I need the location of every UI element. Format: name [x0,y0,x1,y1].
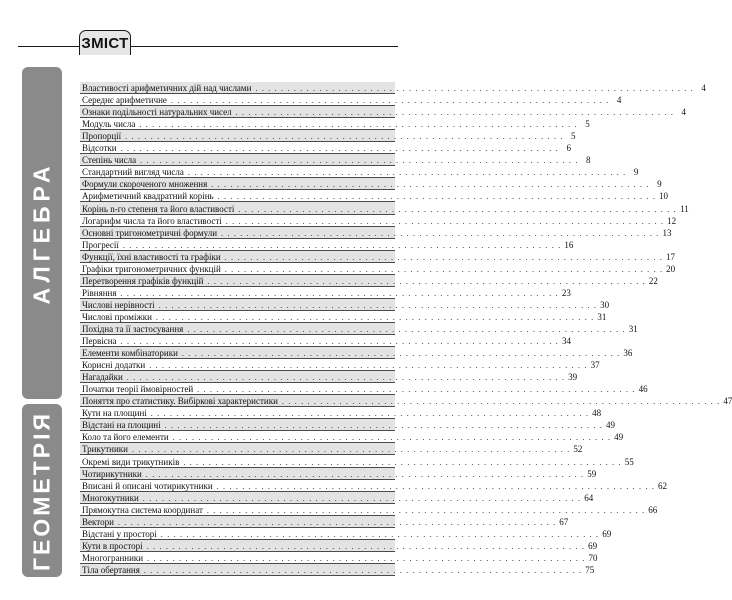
toc-entry-title: Тіла обертання [82,564,140,575]
toc-dot-leader: . . . . . . . . . . . . . . . . . . . . . . . . . . . . . . . . . . . . . . . . . . . . . . . . . . . . . . . . . . . . . . . . . . . . . [146,541,586,551]
toc-entry[interactable] [80,480,668,492]
toc-entry-page: 31 [628,323,638,334]
toc-entry-title: Арифметичний квадратний корінь [82,191,214,202]
toc-entry-page: 4 [681,107,687,118]
toc-entry-page: 49 [606,420,616,431]
toc-dot-leader: . . . . . . . . . . . . . . . . . . . . . . . . . . . . . . . . . . . . . . . . . . . . . . . . . . . . . . . . . . . . . . . . . . . . . [145,469,585,479]
toc-entry-title: Прогресії [82,239,119,250]
toc-entry-page: 75 [585,564,595,575]
toc-entry-title: Корисні додатки [82,360,146,371]
toc-entry-page: 5 [571,131,576,142]
toc-dot-leader: . . . . . . . . . . . . . . . . . . . . . . . . . . . . . . . . . . . . . . . . . . . . . . . . . . . . . . . . . . . . . . . . . . . . . [120,144,559,154]
toc-entry-page: 69 [588,540,598,551]
toc-entry[interactable] [80,443,583,455]
toc-entry-page: 52 [573,444,583,455]
geometry-section-bar [22,404,62,577]
toc-dot-leader: . . . . . . . . . . . . . . . . . . . . . . . . . . . . . . . . . . . . . . . . . . . . . . . . . . . . . . . . . . . . . . . . . . . . . [181,349,621,359]
toc-entry-page: 31 [597,311,607,322]
toc-entry-page: 13 [662,227,672,238]
toc-entry-page: 12 [667,215,677,226]
toc-dot-leader: . . . . . . . . . . . . . . . . . . . . . . . . . . . . . . . . . . . . . . . . . . . . . . . . . . . . . . . . . . . . . . . . . . . . . [155,312,595,322]
toc-entry-title: Відстані у просторі [82,528,157,539]
toc-entry-page: 17 [666,251,676,262]
contents-title: ЗМІСТ [81,34,129,52]
toc-entry-page: 8 [586,155,591,166]
toc-entry-page: 67 [559,516,569,527]
toc-entry-title: Кути на площині [82,408,147,419]
toc-dot-leader: . . . . . . . . . . . . . . . . . . . . . . . . . . . . . . . . . . . . . . . . . . . . . . . . . . . . . . . . . . . . . . . . . . . . . [158,300,598,310]
toc-dot-leader: . . . . . . . . . . . . . . . . . . . . . . . . . . . . . . . . . . . . . . . . . . . . . . . . . . . . . . . . . . . . . . . . . . . . . [172,433,612,443]
toc-entry-page: 70 [588,552,598,563]
toc-entry[interactable] [80,359,600,371]
toc-entry[interactable] [80,371,578,383]
toc-entry-page: 9 [633,167,639,178]
toc-dot-leader: . . . . . . . . . . . . . . . . . . . . . . . . . . . . . . . . . . . . . . . . . . . . . . . . . . . . . . . . . . . . . . . . . . . . . [197,385,636,395]
toc-entry-title: Функції, їхні властивості та графіки [82,251,221,262]
toc-entry-title: Логарифм числа та його властивості [82,215,222,226]
toc-entry-page: 55 [624,456,634,467]
toc-entry-title: Корінь n-го степеня та його властивості [82,203,235,214]
toc-entry-page: 22 [648,275,658,286]
toc-entry[interactable] [80,215,677,227]
toc-entry[interactable] [80,239,574,251]
toc-entry-page: 30 [600,299,610,310]
toc-entry-page: 37 [590,360,600,371]
toc-dot-leader: . . . . . . . . . . . . . . . . . . . . . . . . . . . . . . . . . . . . . . . . . . . . . . . . . . . . . . . . . . . . . . . . . . . . . [221,228,660,238]
toc-dot-leader: . . . . . . . . . . . . . . . . . . . . . . . . . . . . . . . . . . . . . . . . . . . . . . . . . . . . . . . . . . . . . . . . . . . . . [139,120,578,130]
toc-entry[interactable] [80,142,571,154]
toc-entry[interactable] [80,528,612,540]
toc-dot-leader: . . . . . . . . . . . . . . . . . . . . . . . . . . . . . . . . . . . . . . . . . . . . . . . . . . . . . . . . . . . . . . . . . . . . . [216,481,656,491]
toc-dot-leader: . . . . . . . . . . . . . . . . . . . . . . . . . . . . . . . . . . . . . . . . . . . . . . . . . . . . . . . . . . . . . . . . . . . . . [147,553,586,563]
toc-entry-title: Відстані на площині [82,420,161,431]
toc-entry-page: 64 [584,492,594,503]
toc-entry[interactable] [80,504,658,516]
toc-entry-title: Кути в просторі [82,540,143,551]
toc-entry-title: Початки теорії ймовірностей [82,384,194,395]
toc-entry-page: 36 [623,348,633,359]
toc-entry[interactable] [80,178,662,190]
toc-entry-page: 5 [585,119,590,130]
toc-entry-title: Степінь числа [82,155,137,166]
toc-entry[interactable] [80,275,658,287]
toc-entry-title: Похідна та її застосування [82,323,184,334]
toc-dot-leader: . . . . . . . . . . . . . . . . . . . . . . . . . . . . . . . . . . . . . . . . . . . . . . . . . . . . . . . . . . . . . . . . . . . . . [224,264,664,274]
toc-entry-title: Перетворення графіків функцій [82,275,204,286]
toc-entry-page: 9 [657,179,662,190]
toc-entry[interactable] [80,516,569,528]
toc-dot-leader: . . . . . . . . . . . . . . . . . . . . . . . . . . . . . . . . . . . . . . . . . . . . . . . . . . . . . . . . . . . . . . . . . . . . . [187,324,626,334]
toc-entry-title: Ознаки подільності натуральних чисел [82,107,232,118]
toc-entry-page: 66 [648,504,658,515]
toc-entry-page: 48 [592,408,602,419]
toc-dot-leader: . . . . . . . . . . . . . . . . . . . . . . . . . . . . . . . . . . . . . . . . . . . . . . . . . . . . . . . . . . . . . . . . . . . . . [207,276,646,286]
toc-entry-title: Пропорції [82,131,122,142]
toc-entry-page: 6 [566,143,571,154]
toc-entry-title: Многокутники [82,492,139,503]
toc-entry[interactable] [80,202,689,214]
toc-entry-title: Многогранники [82,552,144,563]
toc-entry[interactable] [80,347,633,359]
algebra-section-label: АЛГЕБРА [28,161,55,305]
toc-entry-page: 34 [561,336,571,347]
toc-entry-title: Властивості арифметичних дій над числами [82,83,252,94]
toc-entry[interactable] [80,311,607,323]
toc-entry[interactable] [80,106,687,118]
toc-entry-title: Чотирикутники [82,468,142,479]
toc-entry[interactable] [80,166,639,178]
toc-dot-leader: . . . . . . . . . . . . . . . . . . . . . . . . . . . . . . . . . . . . . . . . . . . . . . . . . . . . . . . . . . . . . . . . . . . . . [131,445,571,455]
toc-entry-title: Числові нерівності [82,299,155,310]
toc-dot-leader: . . . . . . . . . . . . . . . . . . . . . . . . . . . . . . . . . . . . . . . . . . . . . . . . . . . . . . . . . . . . . . . . . . . . . [238,204,677,214]
toc-dot-leader: . . . . . . . . . . . . . . . . . . . . . . . . . . . . . . . . . . . . . . . . . . . . . . . . . . . . . . . . . . . . . . . . . . . . . [142,493,582,503]
toc-dot-leader: . . . . . . . . . . . . . . . . . . . . . . . . . . . . . . . . . . . . . . . . . . . . . . . . . . . . . . . . . . . . . . . . . . . . . [117,517,557,527]
toc-entry[interactable] [80,335,571,347]
toc-entry[interactable] [80,154,591,166]
toc-entry[interactable] [80,251,676,263]
toc-dot-leader: . . . . . . . . . . . . . . . . . . . . . . . . . . . . . . . . . . . . . . . . . . . . . . . . . . . . . . . . . . . . . . . . . . . . . [120,288,559,298]
toc-dot-leader: . . . . . . . . . . . . . . . . . . . . . . . . . . . . . . . . . . . . . . . . . . . . . . . . . . . . . . . . . . . . . . . . . . . . . [211,180,650,190]
toc-dot-leader: . . . . . . . . . . . . . . . . . . . . . . . . . . . . . . . . . . . . . . . . . . . . . . . . . . . . . . . . . . . . . . . . . . . . . [206,505,646,515]
contents-header-tab [79,30,131,55]
algebra-section-bar [22,67,62,399]
toc-dot-leader: . . . . . . . . . . . . . . . . . . . . . . . . . . . . . . . . . . . . . . . . . . . . . . . . . . . . . . . . . . . . . . . . . . . . . [217,192,657,202]
toc-entry[interactable] [80,130,576,142]
toc-entry-page: 4 [701,83,706,94]
toc-entry[interactable] [80,564,595,576]
toc-entry[interactable] [80,82,706,94]
toc-entry[interactable] [80,468,597,480]
toc-entry-page: 47 [723,396,732,407]
header-rule [18,46,398,47]
toc-entry-title: Коло та його елементи [82,432,169,443]
toc-entry-title: Стандартний вигляд числа [82,167,184,178]
toc-entry-page: 49 [614,432,624,443]
toc-entry-page: 10 [659,191,669,202]
toc-entry-page: 69 [602,528,612,539]
toc-entry-page: 46 [638,384,648,395]
toc-entry-title: Окремі види трикутників [82,456,180,467]
toc-dot-leader: . . . . . . . . . . . . . . . . . . . . . . . . . . . . . . . . . . . . . . . . . . . . . . . . . . . . . . . . . . . . . . . . . . . . . [140,156,579,166]
toc-dot-leader: . . . . . . . . . . . . . . . . . . . . . . . . . . . . . . . . . . . . . . . . . . . . . . . . . . . . . . . . . . . . . . . . . . . . . [126,373,566,383]
toc-entry-title: Елементи комбінаторики [82,348,178,359]
toc-entry-page: 39 [568,372,578,383]
toc-dot-leader: . . . . . . . . . . . . . . . . . . . . . . . . . . . . . . . . . . . . . . . . . . . . . . . . . . . . . . . . . . . . . . . . . . . . . [125,132,564,142]
toc-entry-page: 59 [587,468,597,479]
toc-entry-title: Нагадайки [82,372,123,383]
toc-dot-leader: . . . . . . . . . . . . . . . . . . . . . . . . . . . . . . . . . . . . . . . . . . . . . . . . . . . . . . . . . . . . . . . . . . . . . [235,108,675,118]
toc-entry[interactable] [80,492,594,504]
toc-entry[interactable] [80,323,638,335]
toc-entry[interactable] [80,227,672,239]
toc-entry-title: Модуль числа [82,119,136,130]
toc-entry-title: Рівняння [82,287,117,298]
toc-entry-title: Трикутники [82,444,128,455]
toc-dot-leader: . . . . . . . . . . . . . . . . . . . . . . . . . . . . . . . . . . . . . . . . . . . . . . . . . . . . . . . . . . . . . . . . . . . . . [187,168,627,178]
toc-entry[interactable] [80,263,676,275]
toc-entry-title: Графіки тригонометричних функцій [82,263,221,274]
toc-entry[interactable] [80,540,598,552]
table-of-contents [80,82,732,576]
toc-entry-title: Первісна [82,336,117,347]
toc-entry-page: 20 [666,263,676,274]
toc-dot-leader: . . . . . . . . . . . . . . . . . . . . . . . . . . . . . . . . . . . . . . . . . . . . . . . . . . . . . . . . . . . . . . . . . . . . . [255,84,694,94]
geometry-section-label: ГЕОМЕТРІЯ [28,410,55,571]
toc-entry-title: Формули скороченого множення [82,179,208,190]
toc-entry[interactable] [80,118,590,130]
toc-entry[interactable] [80,395,732,407]
toc-entry[interactable] [80,552,598,564]
toc-entry-page: 4 [616,95,622,106]
toc-dot-leader: . . . . . . . . . . . . . . . . . . . . . . . . . . . . . . . . . . . . . . . . . . . . . . . . . . . . . . . . . . . . . . . . . . . . . [183,457,622,467]
toc-dot-leader: . . . . . . . . . . . . . . . . . . . . . . . . . . . . . . . . . . . . . . . . . . . . . . . . . . . . . . . . . . . . . . . . . . . . . [120,337,559,347]
toc-dot-leader: . . . . . . . . . . . . . . . . . . . . . . . . . . . . . . . . . . . . . . . . . . . . . . . . . . . . . . . . . . . . . . . . . . . . . [122,240,562,250]
toc-entry[interactable] [80,94,622,106]
toc-entry-title: Основні тригонометричні формули [82,227,218,238]
toc-dot-leader: . . . . . . . . . . . . . . . . . . . . . . . . . . . . . . . . . . . . . . . . . . . . . . . . . . . . . . . . . . . . . . . . . . . . . [150,409,590,419]
toc-entry-page: 23 [561,287,571,298]
toc-entry[interactable] [80,407,602,419]
toc-dot-leader: . . . . . . . . . . . . . . . . . . . . . . . . . . . . . . . . . . . . . . . . . . . . . . . . . . . . . . . . . . . . . . . . . . . . . [143,565,583,575]
toc-entry-title: Вектори [82,516,114,527]
toc-entry[interactable] [80,190,669,202]
toc-entry-title: Вписані й описані чотирикутники [82,480,213,491]
toc-entry-title: Прямокутна система координат [82,504,203,515]
toc-dot-leader: . . . . . . . . . . . . . . . . . . . . . . . . . . . . . . . . . . . . . . . . . . . . . . . . . . . . . . . . . . . . . . . . . . . . . [149,361,588,371]
toc-entry[interactable] [80,383,648,395]
toc-dot-leader: . . . . . . . . . . . . . . . . . . . . . . . . . . . . . . . . . . . . . . . . . . . . . . . . . . . . . . . . . . . . . . . . . . . . . [281,397,721,407]
toc-dot-leader: . . . . . . . . . . . . . . . . . . . . . . . . . . . . . . . . . . . . . . . . . . . . . . . . . . . . . . . . . . . . . . . . . . . . . [160,529,600,539]
toc-entry-title: Числові проміжки [82,311,152,322]
toc-entry-page: 62 [658,480,668,491]
toc-dot-leader: . . . . . . . . . . . . . . . . . . . . . . . . . . . . . . . . . . . . . . . . . . . . . . . . . . . . . . . . . . . . . . . . . . . . . [170,96,610,106]
toc-entry[interactable] [80,287,571,299]
toc-entry[interactable] [80,431,624,443]
toc-entry[interactable] [80,299,610,311]
toc-entry-title: Відсотки [82,143,117,154]
toc-entry-title: Поняття про статистику. Вибіркові характеристики [82,396,278,407]
toc-entry-page: 16 [564,239,574,250]
toc-entry-page: 11 [680,203,689,214]
toc-entry-title: Середнє арифметичне [82,95,167,106]
toc-entry[interactable] [80,419,616,431]
toc-dot-leader: . . . . . . . . . . . . . . . . . . . . . . . . . . . . . . . . . . . . . . . . . . . . . . . . . . . . . . . . . . . . . . . . . . . . . [224,252,664,262]
toc-entry[interactable] [80,455,634,467]
toc-dot-leader: . . . . . . . . . . . . . . . . . . . . . . . . . . . . . . . . . . . . . . . . . . . . . . . . . . . . . . . . . . . . . . . . . . . . . [225,216,665,226]
toc-dot-leader: . . . . . . . . . . . . . . . . . . . . . . . . . . . . . . . . . . . . . . . . . . . . . . . . . . . . . . . . . . . . . . . . . . . . . [164,421,604,431]
